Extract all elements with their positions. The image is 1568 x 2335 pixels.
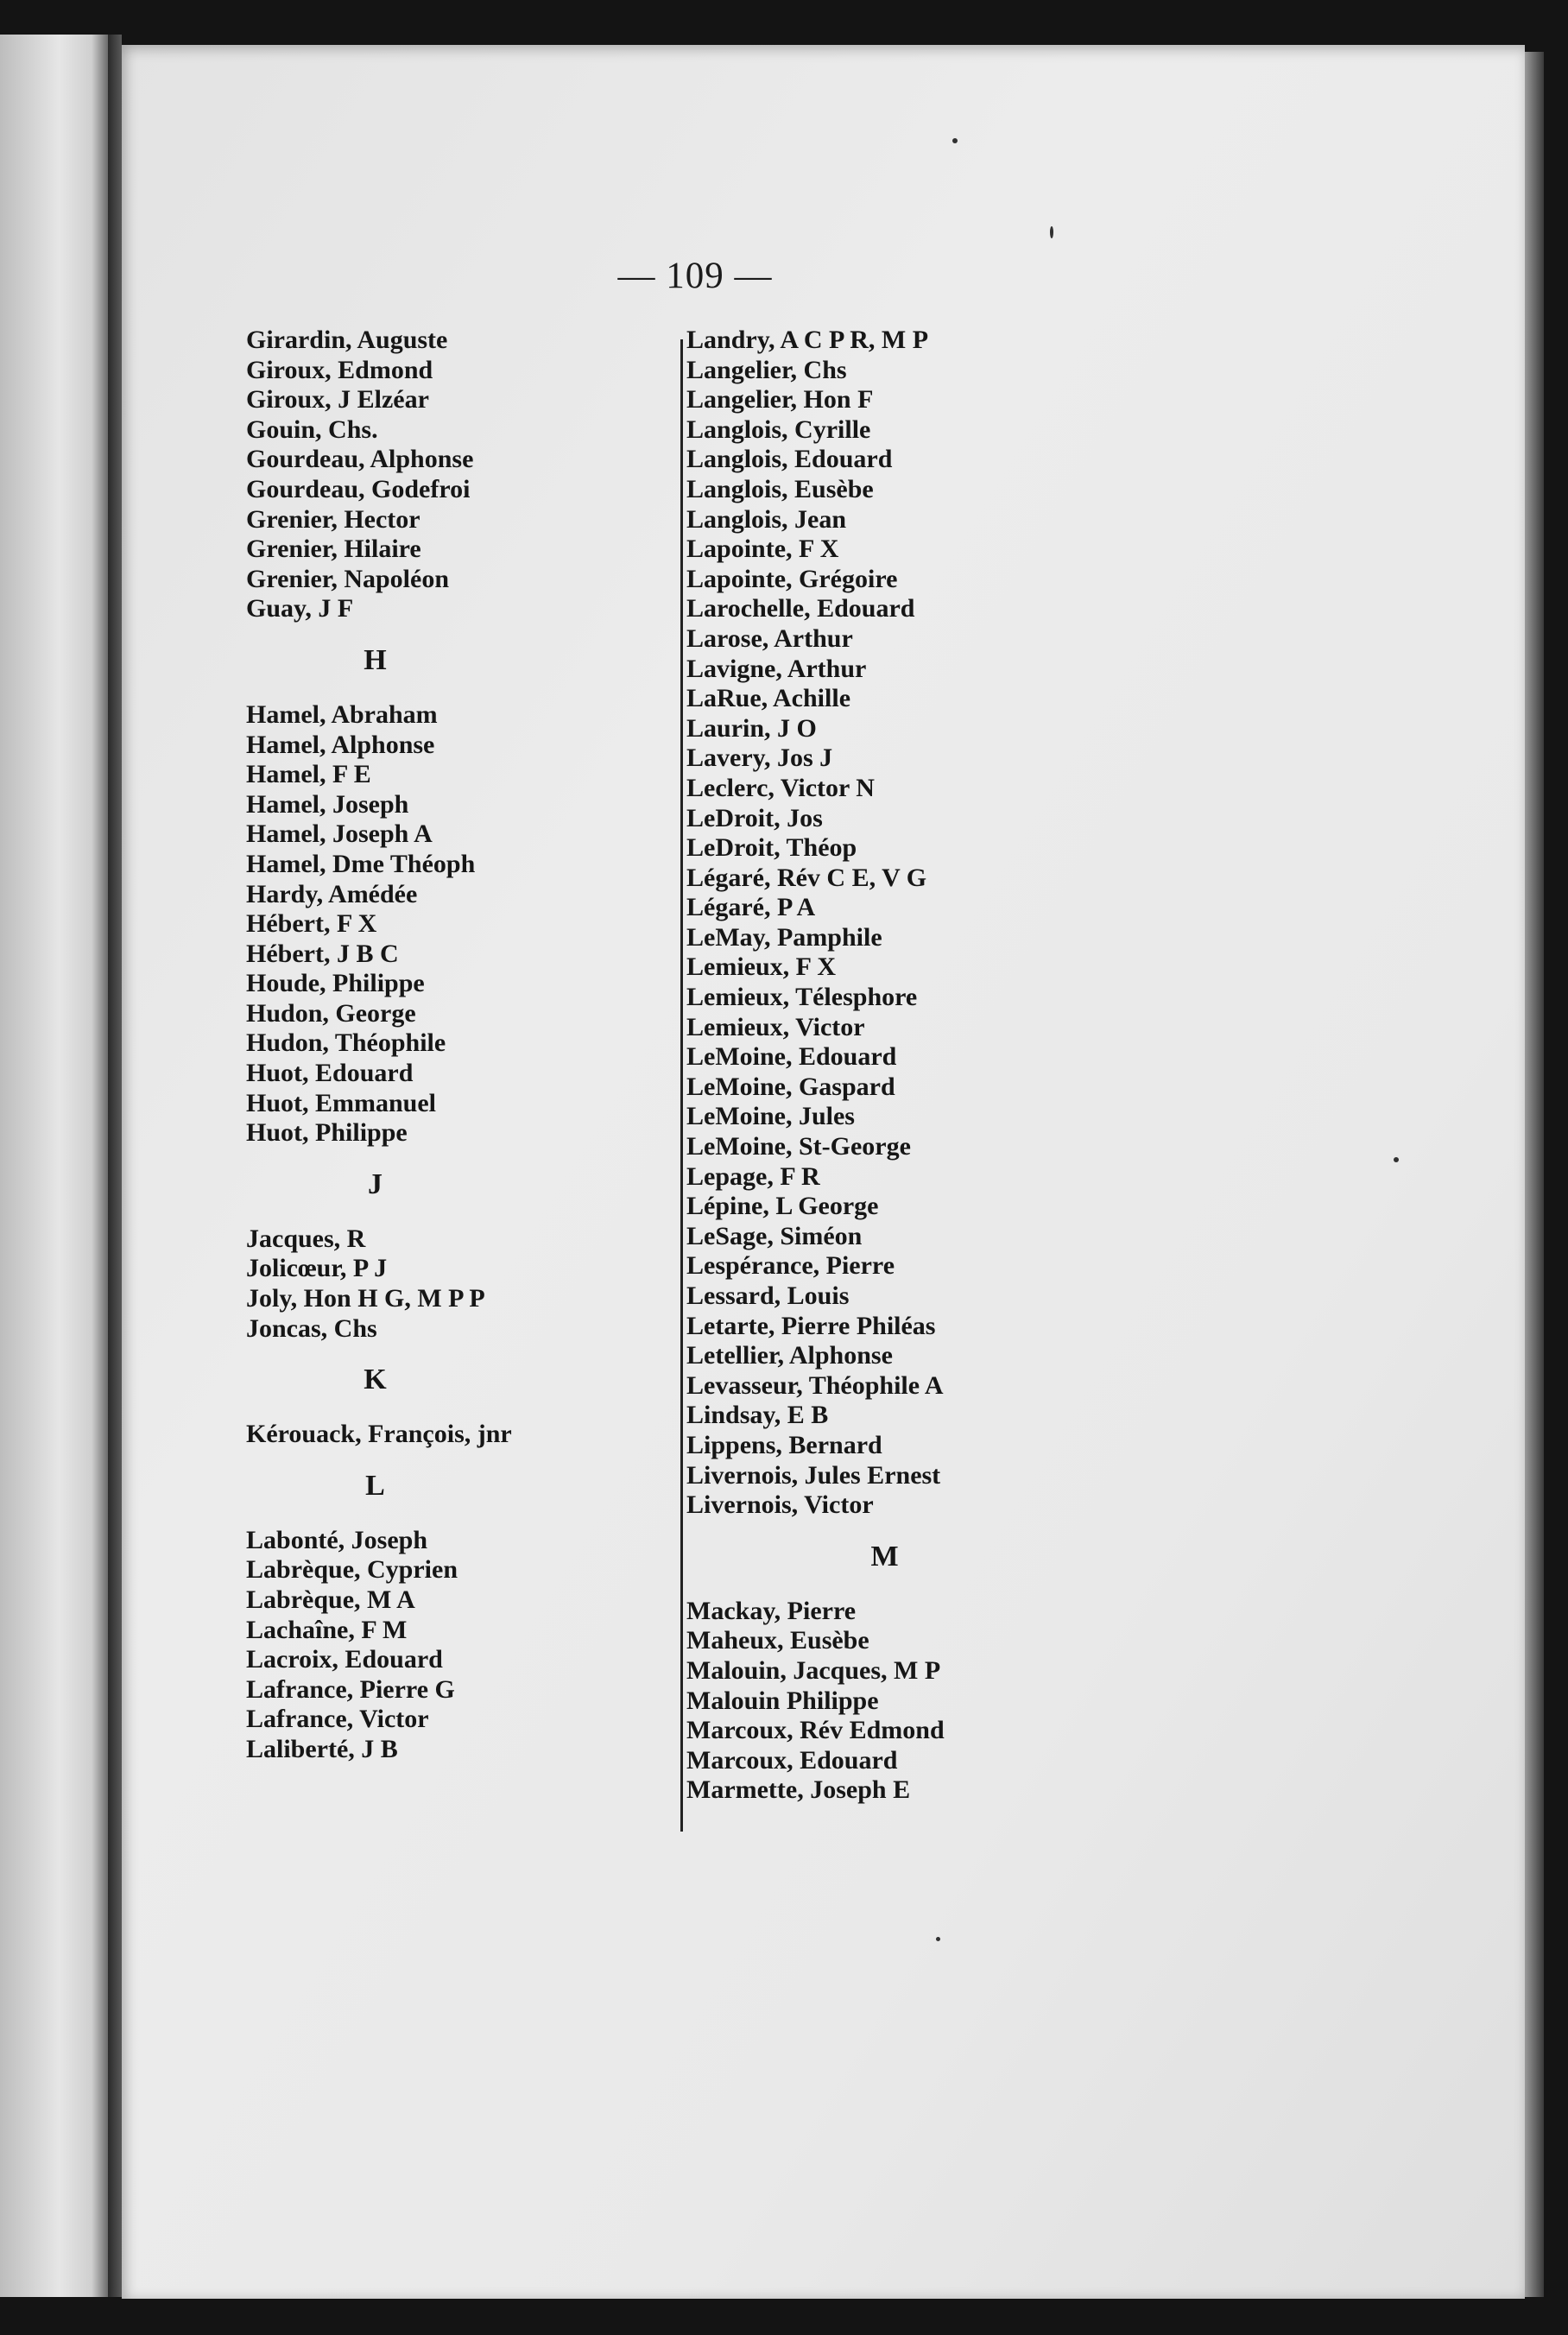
list-item: Giroux, J Elzéar <box>246 385 429 414</box>
list-item: LeDroit, Jos <box>686 803 823 832</box>
list-item: Marcoux, Edouard <box>686 1745 898 1775</box>
list-item: Joly, Hon H G, M P P <box>246 1284 485 1313</box>
column-divider <box>680 339 683 1832</box>
section-letter-heading: H <box>364 643 388 676</box>
list-item: Marcoux, Rév Edmond <box>686 1716 945 1745</box>
list-item: Letarte, Pierre Philéas <box>686 1311 936 1340</box>
page-number: — 109 — <box>617 256 773 296</box>
list-item: Larose, Arthur <box>686 623 853 653</box>
list-item: Lavery, Jos J <box>686 744 833 773</box>
section-letter-heading: J <box>368 1168 383 1200</box>
list-item: Giroux, Edmond <box>246 355 433 384</box>
list-item: Gourdeau, Alphonse <box>246 445 474 474</box>
name-list <box>246 700 695 1149</box>
list-item: Légaré, P A <box>686 893 816 922</box>
list-item: Girardin, Auguste <box>246 326 448 354</box>
list-item: Grenier, Napoléon <box>246 564 450 593</box>
left-column <box>246 326 695 1765</box>
letter-section <box>246 643 695 1149</box>
list-item: Labonté, Joseph <box>246 1525 428 1554</box>
name-list <box>246 326 695 624</box>
list-item: Huot, Edouard <box>246 1059 414 1088</box>
list-item: Légaré, Rév C E, V G <box>686 863 927 892</box>
list-item: Lessard, Louis <box>686 1281 850 1310</box>
list-item: Gouin, Chs. <box>246 414 378 444</box>
list-item: Lépine, L George <box>686 1192 879 1221</box>
letter-section <box>246 326 695 624</box>
list-item: Huot, Emmanuel <box>246 1088 437 1117</box>
list-item: Langlois, Cyrille <box>686 414 871 444</box>
right-column <box>686 326 1135 1806</box>
list-item: Grenier, Hilaire <box>246 535 421 564</box>
list-item: Letellier, Alphonse <box>686 1341 893 1370</box>
list-item: Hamel, Abraham <box>246 699 438 729</box>
list-item: Lindsay, E B <box>686 1401 829 1430</box>
list-item: Langlois, Edouard <box>686 445 893 474</box>
letter-section <box>686 326 1135 1521</box>
list-item: Lachaîne, F M <box>246 1615 408 1644</box>
list-item: Lepage, F R <box>686 1161 820 1191</box>
section-letter-heading: M <box>870 1540 900 1572</box>
list-item: Landry, A C P R, M P <box>686 326 929 354</box>
list-item: Lapointe, F X <box>686 535 839 564</box>
name-list <box>246 1526 695 1765</box>
list-item: Kérouack, François, jnr <box>246 1420 512 1449</box>
list-item: Labrèque, Cyprien <box>246 1555 458 1585</box>
letter-section <box>686 1540 1135 1806</box>
list-item: Langelier, Hon F <box>686 385 874 414</box>
list-item: Gourdeau, Godefroi <box>246 474 471 503</box>
list-item: Hudon, George <box>246 998 416 1028</box>
list-item: Guay, J F <box>246 594 354 623</box>
list-item: Lespérance, Pierre <box>686 1251 895 1281</box>
list-item: Jacques, R <box>246 1224 366 1253</box>
list-item: Labrèque, M A <box>246 1585 415 1614</box>
list-item: Livernois, Victor <box>686 1490 874 1520</box>
list-item: Hamel, Dme Théoph <box>246 849 476 878</box>
list-item: Maheux, Eusèbe <box>686 1626 869 1655</box>
paper-speck <box>936 1937 940 1941</box>
list-item: Mackay, Pierre <box>686 1596 857 1625</box>
paper-speck <box>952 138 958 143</box>
letter-section <box>246 1469 695 1765</box>
list-item: Lemieux, Télesphore <box>686 983 918 1012</box>
list-item: LeMay, Pamphile <box>686 922 882 952</box>
list-item: Hamel, Joseph <box>246 789 409 819</box>
list-item: Joncas, Chs <box>246 1313 377 1343</box>
list-item: LeSage, Siméon <box>686 1221 863 1250</box>
list-item: Langelier, Chs <box>686 355 847 384</box>
list-item: Langlois, Eusèbe <box>686 474 874 503</box>
list-item: Lapointe, Grégoire <box>686 564 898 593</box>
list-item: Hardy, Amédée <box>246 879 418 908</box>
list-item: Lemieux, F X <box>686 952 837 982</box>
list-item: Hamel, F E <box>246 760 371 789</box>
list-item: Laurin, J O <box>686 713 817 743</box>
list-item: Huot, Philippe <box>246 1118 408 1148</box>
list-item: Malouin Philippe <box>686 1686 879 1715</box>
list-item: Marmette, Joseph E <box>686 1775 911 1805</box>
name-list <box>246 1420 695 1450</box>
section-letter-heading: L <box>365 1469 386 1502</box>
name-list <box>246 1224 695 1344</box>
list-item: Lavigne, Arthur <box>686 654 867 683</box>
left-page-edge <box>0 35 108 2297</box>
list-item: Levasseur, Théophile A <box>686 1370 944 1400</box>
list-item: LeMoine, St-George <box>686 1132 911 1161</box>
paper-speck <box>1394 1157 1399 1162</box>
list-item: LaRue, Achille <box>686 684 851 713</box>
list-item: LeMoine, Gaspard <box>686 1072 895 1101</box>
list-item: Hamel, Joseph A <box>246 819 433 849</box>
list-item: Larochelle, Edouard <box>686 594 915 623</box>
name-list <box>686 1597 1135 1806</box>
list-item: Malouin, Jacques, M P <box>686 1655 941 1685</box>
list-item: Lafrance, Pierre G <box>246 1674 455 1704</box>
book-gutter <box>108 35 122 2297</box>
list-item: Grenier, Hector <box>246 504 420 534</box>
list-item: Lacroix, Edouard <box>246 1645 443 1674</box>
right-page-edge <box>1525 52 1544 2297</box>
list-item: Jolicœur, P J <box>246 1254 388 1283</box>
list-item: Houde, Philippe <box>246 969 425 998</box>
list-item: Hudon, Théophile <box>246 1028 446 1058</box>
name-list <box>686 326 1135 1521</box>
list-item: Laliberté, J B <box>246 1734 398 1763</box>
list-item: Leclerc, Victor N <box>686 773 875 802</box>
list-item: LeMoine, Edouard <box>686 1042 897 1072</box>
list-item: Lafrance, Victor <box>246 1705 429 1734</box>
list-item: Hamel, Alphonse <box>246 730 435 759</box>
list-item: Langlois, Jean <box>686 504 847 534</box>
list-item: Livernois, Jules Ernest <box>686 1460 941 1490</box>
letter-section <box>246 1363 695 1450</box>
letter-section <box>246 1168 695 1344</box>
list-item: Hébert, J B C <box>246 939 399 968</box>
list-item: Hébert, F X <box>246 909 377 939</box>
list-item: LeDroit, Théop <box>686 833 857 863</box>
section-letter-heading: K <box>364 1364 388 1396</box>
list-item: Lippens, Bernard <box>686 1430 882 1459</box>
list-item: LeMoine, Jules <box>686 1102 855 1131</box>
paper-speck <box>1050 226 1053 238</box>
list-item: Lemieux, Victor <box>686 1012 865 1041</box>
